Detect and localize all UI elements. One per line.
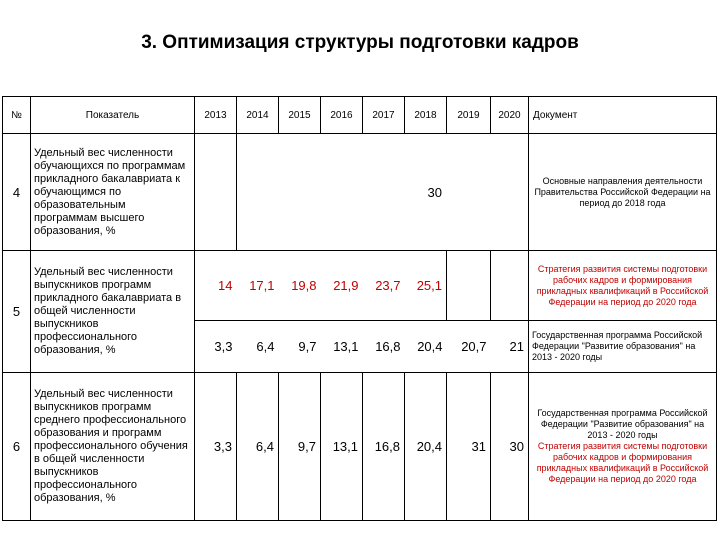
row-4-2013	[195, 134, 237, 251]
row-5-top-2019	[447, 251, 491, 321]
page-title: 3. Оптимизация структуры подготовки кадров	[141, 32, 579, 53]
row-6-2018: 20,4	[405, 373, 447, 521]
row-4-indicator: Удельный вес численности обучающихся по программам прикладного бакалавриата к обучающимся по образовательным программам высшего образования, %	[31, 134, 195, 251]
row-6-indicator: Удельный вес численности выпускников программ среднего профессионального образования и программ профессионального обучения в общей численности выпускников профессионального образования, %	[31, 373, 195, 521]
header-year-2014: 2014	[237, 97, 279, 134]
row-6-2016: 13,1	[321, 373, 363, 521]
row-5-top-2015: 19,8	[279, 251, 321, 321]
row-6-document-strategy: Стратегия развития системы подготовки рабочих кадров и формирования прикладных квалификаций в Российской Федерации на период до 2020 года	[536, 441, 709, 484]
row-5-top-2018: 25,1	[405, 251, 447, 321]
header-year-2020: 2020	[491, 97, 529, 134]
row-6-2013: 3,3	[195, 373, 237, 521]
row-5-bottom-2020: 21	[491, 321, 529, 373]
table-row-6	[3, 373, 717, 521]
row-6-2019: 31	[447, 373, 491, 521]
table-row-5-top	[3, 251, 717, 321]
row-5-top-document: Стратегия развития системы подготовки рабочих кадров и формирования прикладных квалификаций в Российской Федерации на период до 2020 года	[529, 251, 717, 321]
row-6-document	[529, 373, 717, 521]
header-num: №	[3, 97, 31, 134]
row-6-2015: 9,7	[279, 373, 321, 521]
row-5-bottom-2016: 13,1	[321, 321, 363, 373]
header-document: Документ	[529, 97, 717, 134]
row-5-num: 5	[3, 251, 31, 373]
header-year-2018: 2018	[405, 97, 447, 134]
row-4-num: 4	[3, 134, 31, 251]
row-5-bottom-2018: 20,4	[405, 321, 447, 373]
row-4-value: 30	[237, 134, 529, 251]
row-5-bottom-2019: 20,7	[447, 321, 491, 373]
row-5-bottom-2013: 3,3	[195, 321, 237, 373]
row-6-2014: 6,4	[237, 373, 279, 521]
row-5-bottom-2014: 6,4	[237, 321, 279, 373]
row-4-document: Основные направления деятельности Правительства Российской Федерации на период до 2018 года	[529, 134, 717, 251]
row-5-top-2014: 17,1	[237, 251, 279, 321]
row-5-bottom-2015: 9,7	[279, 321, 321, 373]
header-row	[3, 97, 717, 134]
row-6-document-program: Государственная программа Российской Федерации "Развитие образования" на 2013 - 2020 годы	[537, 408, 708, 440]
header-year-2013: 2013	[195, 97, 237, 134]
table-row-4	[3, 134, 717, 251]
row-5-bottom-document: Государственная программа Российской Федерации "Развитие образования" на 2013 - 2020 годы	[529, 321, 717, 373]
kpi-table	[2, 96, 717, 521]
header-year-2019: 2019	[447, 97, 491, 134]
row-6-num: 6	[3, 373, 31, 521]
row-6-2020: 30	[491, 373, 529, 521]
header-year-2015: 2015	[279, 97, 321, 134]
row-5-top-2013: 14	[195, 251, 237, 321]
row-6-2017: 16,8	[363, 373, 405, 521]
row-5-bottom-2017: 16,8	[363, 321, 405, 373]
header-year-2017: 2017	[363, 97, 405, 134]
row-5-top-2016: 21,9	[321, 251, 363, 321]
header-year-2016: 2016	[321, 97, 363, 134]
row-5-indicator: Удельный вес численности выпускников программ прикладного бакалавриата в общей численности выпускников профессионального образования, %	[31, 251, 195, 373]
header-indicator: Показатель	[31, 97, 195, 134]
row-5-top-2017: 23,7	[363, 251, 405, 321]
row-5-top-2020	[491, 251, 529, 321]
